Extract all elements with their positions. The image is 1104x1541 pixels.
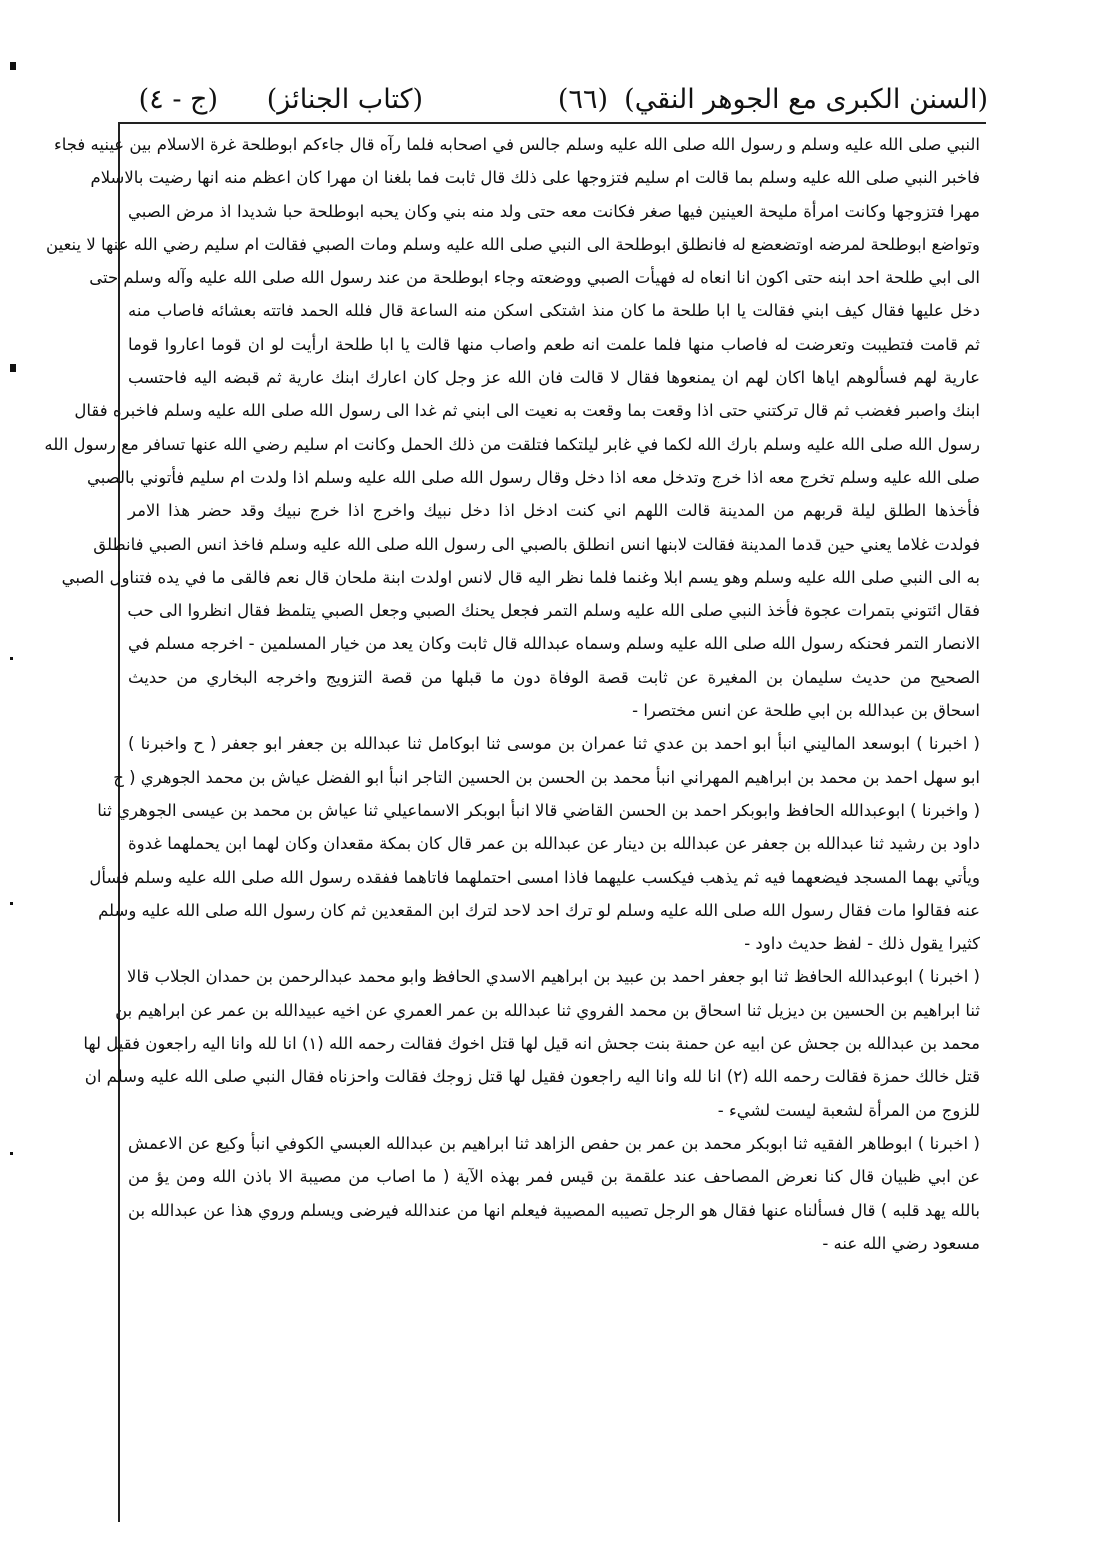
margin-mark [10,657,13,660]
text-line: قتل خالك حمزة فقالت رحمه الله (٢) انا لله وانا اليه راجعون فقيل لها قتل زوجك فقالت واحزناه فقال النبي صلى الله عليه وسلم ان [84,1067,980,1087]
text-line: الصحيح من حديث سليمان بن المغيرة عن ثابت قصة الوفاة دون ما قبلها من قصة التزويج واخرجه البخاري من حديث [128,667,980,687]
text-line: ( اخبرنا ) ابوسعد الماليني انبأ ابو احمد بن عدي ثنا عمران بن موسى ثنا ابوكامل ثنا عبدالله بن جعفر ابو جعفر ( ح واخبرنا ) [128,734,980,754]
text-line: عارية لهم فسألوهم اياها اكان لهم ان يمنعوها فقال لا قالت فان الله عز وجل كان اعارك ابنك عارية ثم قبضه اليه فاحتسب [128,368,980,388]
text-line: رسول الله صلى الله عليه وسلم بارك الله لكما في غابر ليلتكما فتلقت من ذلك الحمل وكانت ام سليم رضي الله عنها تسافر مع رسول الله [44,434,980,454]
text-line: الى ابي طلحة احد ابنه حتى اكون انا انعاه له فهيأت الصبي ووضعته وجاء ابوطلحة من عند رسول الله صلى الله عليه وآله وسلم حتى [89,268,980,288]
text-line: ( واخبرنا ) ابوعبدالله الحافظ وابوبكر احمد بن الحسن القاضي قالا انبأ ابوبكر الاسماعيلي ثنا عياش بن محمد بن عيسى الجوهري ثنا [97,800,980,820]
text-line: مسعود رضي الله عنه - [822,1233,980,1253]
body-text [44,128,980,1260]
text-line: داود بن رشيد ثنا عبدالله بن جعفر عن عبدالله بن دينار عن عبدالله بن عمر قال كان بمكة مقعدان وكان لهما ابن يحملهما غدوة [128,834,980,854]
header-volume: (ج - ٤) [138,84,218,115]
text-line: فولدت غلاما يعني حين قدما المدينة فقالت لابنها انس انطلق بالصبي الى رسول الله صلى الله عليه وسلم فاخذ انس الصبي فانطلق [93,534,980,554]
margin-mark [10,1152,13,1155]
header-title: (السنن الكبرى مع الجوهر النقي) [624,84,988,115]
text-line: الانصار التمر فحنكه رسول الله صلى الله عليه وسلم وسماه عبدالله قال ثابت وكان يعد من خيار المسلمين - اخرجه مسلم في [128,634,980,654]
text-line: النبي صلى الله عليه وسلم و رسول الله صلى الله عليه وسلم جالس في اصحابه فلما رآه قال جاءكم ابوطلحة غرة الاسلام بين عينيه فجاء [53,135,980,154]
text-line: به الى النبي صلى الله عليه وسلم وهو يسم ابلا وغنما فلما نظر اليه قال لانس اولدت ابنة ملحان قال نعم فالقى ما في يده فتناول الصبي [61,567,980,587]
running-header [108,80,988,120]
text-line: ويأتي بهما المسجد فيضعهما فيه ثم يذهب فيكسب عليهما فاذا امسى احتملهما فاتاهما ففقده رسول الله صلى الله عليه وسلم فسأل [89,867,980,887]
text-line: اسحاق بن عبدالله بن ابي طلحة عن انس مختصرا - [632,701,980,721]
text-line: ثم قامت فتطيبت وتعرضت له فاصاب منها فلما علمت انه طعم واصاب منها قالت يا ابا طلحة ارأيت لو ان قوما اعاروا قوما [128,334,980,354]
header-page-number: (٦٦) [557,84,608,115]
text-line: بالله يهد قلبه ) قال فسألناه عنها فقال هو الرجل تصيبه المصيبة فيعلم انها من عندالله فيرضى ويسلم وروي هذا عن عبدالله بن [128,1200,980,1220]
text-line: فأخذها الطلق ليلة قربهم من المدينة قالت اللهم اني كنت ادخل اذا دخل نبيك واخرج اذا خرج نبيك وقد حضر هذا الامر [128,501,980,521]
text-line: ابو سهل احمد بن محمد بن ابراهيم المهراني انبأ محمد بن الحسن بن الحسين التاجر انبأ ابو الفضل عياش بن محمد الجوهري ( ح [113,767,980,787]
text-line: صلى الله عليه وسلم تخرج معه اذا خرج وتدخل معه اذا دخل وقال رسول الله صلى الله عليه وسلم اذا ولدت ام سليم فأتوني بالصبي [86,467,980,487]
text-line: وتواضع ابوطلحة لمرضه اوتضعضع له فانطلق ابوطلحة الى النبي صلى الله عليه وسلم ومات الصبي فقالت ام سليم رضي الله عنها لا ينعين [46,234,980,254]
text-line: عنه فقالوا مات فقال رسول الله صلى الله عليه وسلم لو ترك احد لاحد لترك ابن المقعدين ثم كان رسول الله صلى الله عليه وسلم [98,900,980,920]
text-line: فاخبر النبي صلى الله عليه وسلم بما قالت ام سليم فتزوجها على ذلك قال ثابت فما بلغنا ان مهرا كان اعظم منه انها رضيت بالاسلام [90,168,980,188]
text-line: للزوج من المرأة لشعبة ليست لشيء - [717,1100,980,1120]
text-line: فقال ائتوني بتمرات عجوة فأخذ النبي صلى الله عليه وسلم التمر فجعل يحنك الصبي وجعل الصبي يتلمظ فقال انظروا الى حب [127,601,980,621]
text-line: عن ابي ظبيان قال كنا نعرض المصاحف عند علقمة بن قيس فمر بهذه الآية ( ما اصاب من مصيبة الا باذن الله ومن يؤ من [128,1167,980,1187]
text-line: ( اخبرنا ) ابوطاهر الفقيه ثنا ابوبكر محمد بن عمر بن حفص الزاهد ثنا ابراهيم بن عبدالله العبسي الكوفي انبأ وكيع عن الاعمش [128,1133,980,1153]
text-line: ابنك واصبر فغضب ثم قال تركتني حتى اذا وقعت بما وقعت به نعيت الى ابني ثم غدا الى رسول الله صلى الله عليه وسلم فاخبره فقال [74,401,980,421]
margin-mark [10,902,13,905]
margin-mark [10,364,16,372]
text-line: محمد بن عبدالله بن جحش عن ابيه عن حمنة بنت جحش انه قيل لها قتل اخوك فقالت رحمه الله (١) انا لله وانا اليه راجعون فقيل لها [83,1034,980,1054]
text-line: دخل عليها فقال كيف ابني فقالت يا ابا طلحة ما كان منذ اشتكى اسكن منه الساعة قال فلله الحمد فاتته بعشائه فاصاب منه [128,301,980,321]
text-line: كثيرا يقول ذلك - لفظ حديث داود - [744,934,980,954]
text-line: ( اخبرنا ) ابوعبدالله الحافظ ثنا ابو جعفر احمد بن عبيد بن ابراهيم الاسدي الحافظ وابو محمد عبدالرحمن بن حمدان الجلاب قالا [127,967,980,987]
text-line: ثنا ابراهيم بن الحسين بن ديزيل ثنا اسحاق بن محمد الفروي ثنا عبدالله بن عمر العمري عن اخيه عبيدالله بن عمر عن ابراهيم بن [115,1000,980,1020]
margin-mark [10,62,16,70]
text-line: مهرا فتزوجها وكانت امرأة مليحة العينين فيها صغر فكانت معه حتى ولد منه بني وكان يحبه ابوطلحة حبا شديدا اذ مرض الصبي [128,201,980,221]
header-book: (كتاب الجنائز) [266,84,423,115]
